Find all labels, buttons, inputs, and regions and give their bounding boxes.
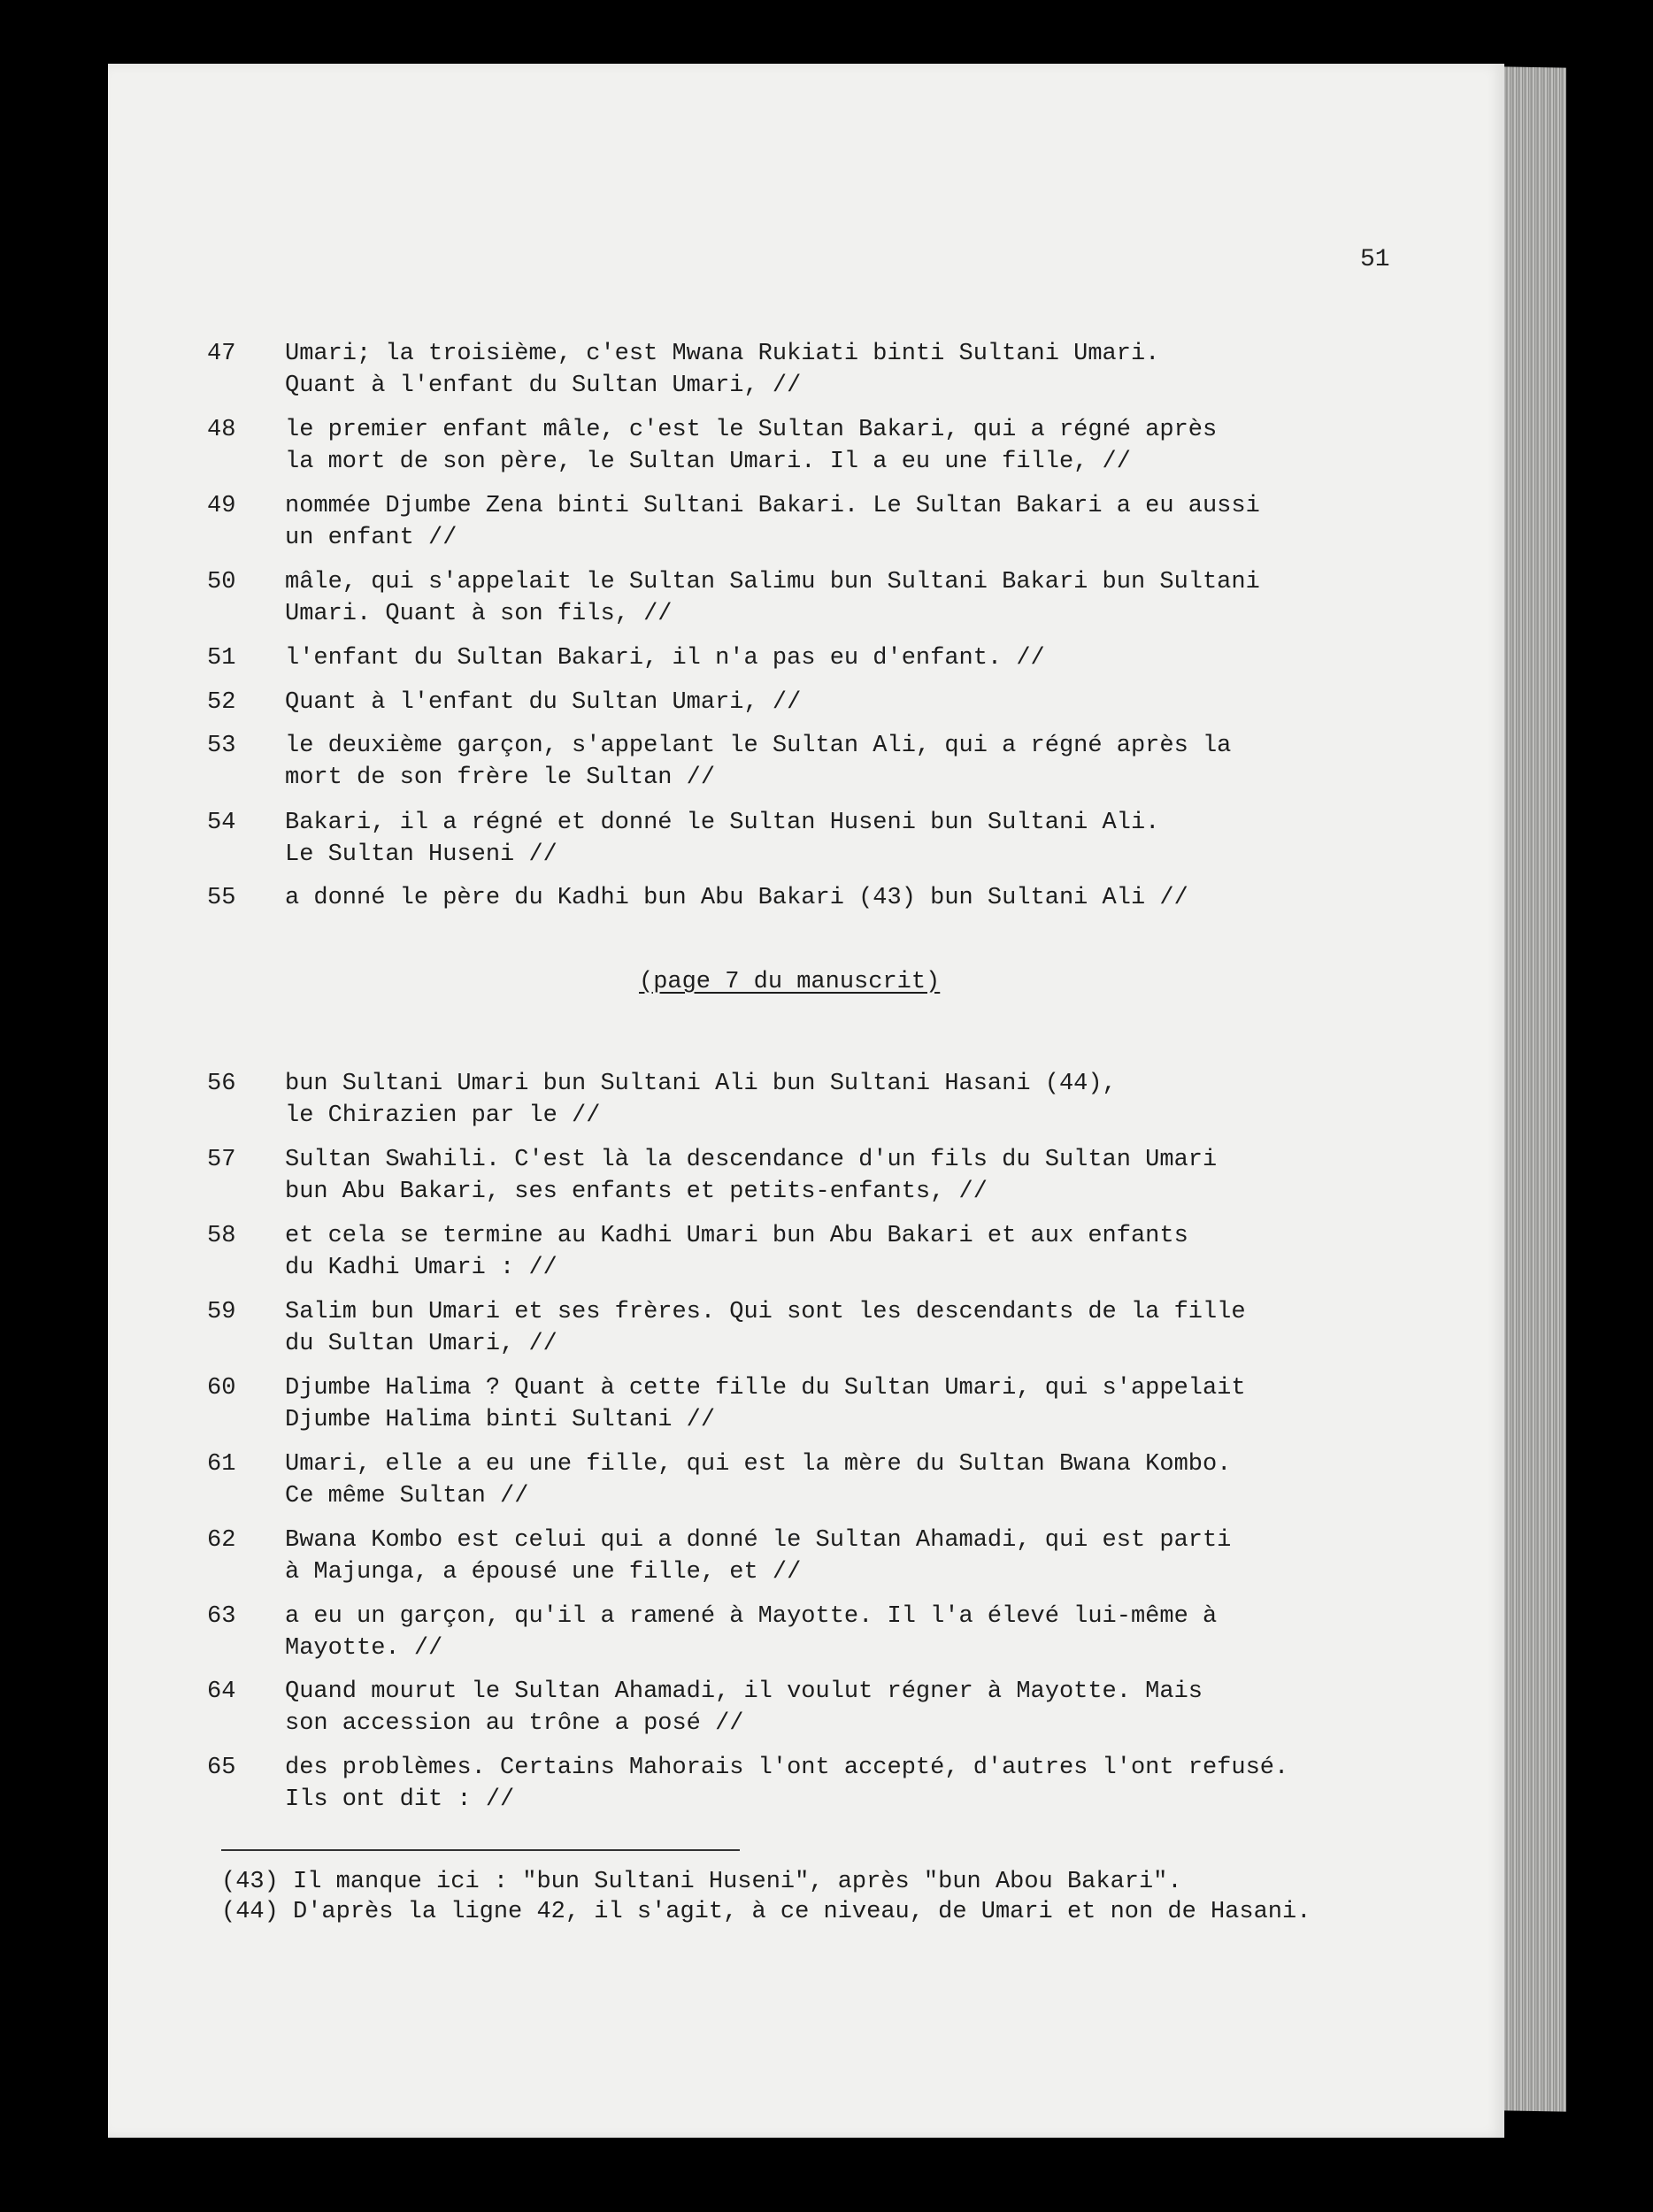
- line-number: 53: [207, 733, 236, 759]
- line-text: Umari, elle a eu une fille, qui est la mère du Sultan Bwana Kombo. Ce même Sultan //: [285, 1451, 1232, 1509]
- line-text: Sultan Swahili. C'est là la descendance d'un fils du Sultan Umari bun Abu Bakari, ses enfants et petits-enfants, //: [285, 1147, 1218, 1205]
- footnote-rule: [221, 1849, 740, 1851]
- line-text: Bwana Kombo est celui qui a donné le Sultan Ahamadi, qui est parti à Majunga, a épousé une fille, et //: [285, 1527, 1232, 1586]
- line-text: a eu un garçon, qu'il a ramené à Mayotte. Il l'a élevé lui-même à Mayotte. //: [285, 1603, 1218, 1662]
- line-text: mâle, qui s'appelait le Sultan Salimu bun Sultani Bakari bun Sultani Umari. Quant à son fils, //: [285, 569, 1260, 627]
- line-number: 63: [207, 1603, 236, 1630]
- line-number: 50: [207, 569, 236, 595]
- line-text: bun Sultani Umari bun Sultani Ali bun Sultani Hasani (44), le Chirazien par le //: [285, 1071, 1117, 1129]
- manuscript-page-heading: (page 7 du manuscrit): [639, 969, 941, 995]
- line-number: 58: [207, 1223, 236, 1249]
- page-number: 51: [1360, 246, 1390, 273]
- line-text: nommée Djumbe Zena binti Sultani Bakari. Le Sultan Bakari a eu aussi un enfant //: [285, 493, 1260, 551]
- line-text: Djumbe Halima ? Quant à cette fille du Sultan Umari, qui s'appelait Djumbe Halima binti Sultani //: [285, 1375, 1246, 1433]
- line-number: 56: [207, 1071, 236, 1097]
- line-number: 61: [207, 1451, 236, 1478]
- line-text: a donné le père du Kadhi bun Abu Bakari (43) bun Sultani Ali //: [285, 885, 1188, 911]
- line-text: et cela se termine au Kadhi Umari bun Abu Bakari et aux enfants du Kadhi Umari : //: [285, 1223, 1188, 1281]
- footnote-44: (44) D'après la ligne 42, il s'agit, à ce niveau, de Umari et non de Hasani.: [221, 1899, 1311, 1925]
- line-text: Quand mourut le Sultan Ahamadi, il voulut régner à Mayotte. Mais son accession au trône a posé //: [285, 1678, 1203, 1737]
- line-number: 64: [207, 1678, 236, 1705]
- line-number: 57: [207, 1147, 236, 1173]
- line-number: 48: [207, 417, 236, 443]
- line-text: le deuxième garçon, s'appelant le Sultan Ali, qui a régné après la mort de son frère le Sultan //: [285, 733, 1232, 791]
- line-text: Bakari, il a régné et donné le Sultan Huseni bun Sultani Ali. Le Sultan Huseni //: [285, 810, 1160, 868]
- line-text: Umari; la troisième, c'est Mwana Rukiati binti Sultani Umari. Quant à l'enfant du Sultan Umari, //: [285, 341, 1160, 399]
- line-number: 65: [207, 1755, 236, 1781]
- line-text: des problèmes. Certains Mahorais l'ont accepté, d'autres l'ont refusé. Ils ont dit : //: [285, 1755, 1289, 1813]
- line-number: 60: [207, 1375, 236, 1402]
- line-number: 51: [207, 645, 236, 672]
- book-page: [108, 64, 1504, 2138]
- line-number: 52: [207, 689, 236, 716]
- line-number: 59: [207, 1299, 236, 1325]
- line-text: l'enfant du Sultan Bakari, il n'a pas eu d'enfant. //: [285, 645, 1045, 672]
- line-number: 54: [207, 810, 236, 836]
- line-number: 55: [207, 885, 236, 911]
- footnote-43: (43) Il manque ici : "bun Sultani Huseni", après "bun Abou Bakari".: [221, 1869, 1182, 1895]
- line-text: Salim bun Umari et ses frères. Qui sont les descendants de la fille du Sultan Umari, //: [285, 1299, 1246, 1357]
- line-text: le premier enfant mâle, c'est le Sultan Bakari, qui a régné après la mort de son père, le Sultan Umari. Il a eu une fille, //: [285, 417, 1218, 475]
- line-number: 47: [207, 341, 236, 367]
- line-number: 62: [207, 1527, 236, 1554]
- line-text: Quant à l'enfant du Sultan Umari, //: [285, 689, 802, 716]
- page-stack-edge: [1504, 66, 1566, 2111]
- line-number: 49: [207, 493, 236, 519]
